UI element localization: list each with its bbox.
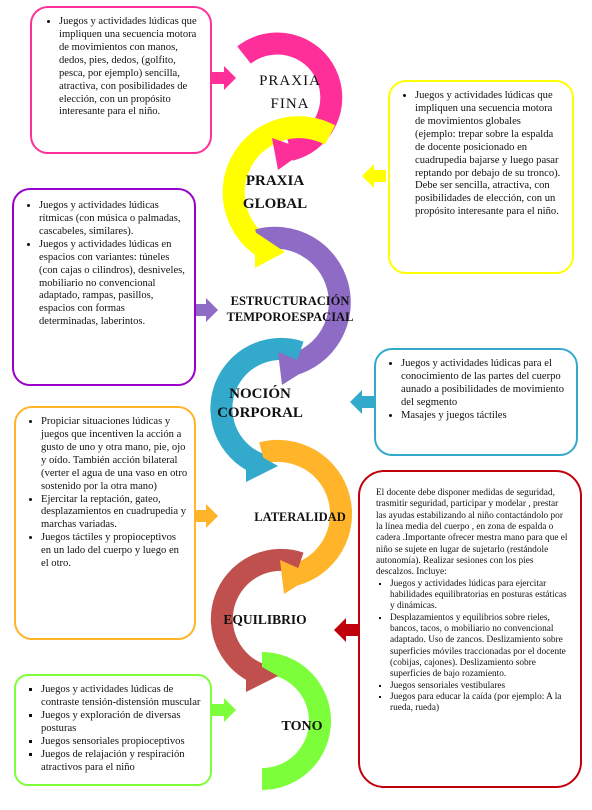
- stage-label-temporoespacial: ESTRUCTURACIÓN TEMPOROESPACIAL: [226, 294, 354, 324]
- tono-item: ▪ Juegos y exploración de diversas posturas: [41, 710, 202, 736]
- tono-item: ▪ Juegos sensoriales propioceptivos: [41, 736, 202, 749]
- tono-item: ▪ Juegos de relajación y respiración atractivos para el niño: [41, 749, 202, 775]
- equilibrio-intro: El docente debe disponer medidas de seguridad, trasmitir seguridad, participar y modelar , prestar las ayudas estabilizando al niño contactándolo por la línea media del cuerpo , en zona de espalda o cadera .Importante ofrecer mestra mano para que el niño se sujete en lugar de sujetarlo (restándole autonomía). Realizar sesiones con los pies descalzos. Incluye:: [376, 488, 568, 578]
- nocion-corporal-item: • Juegos y actividades lúdicas para el conocimiento de las partes del cuerpo aunado a posibilidades de movimiento del segmento: [401, 358, 568, 410]
- arrow-praxia-fina: [212, 66, 236, 90]
- praxia-fina-item: • Juegos y actividades lúdicas que impliquen una secuencia motora de movimientos con manos, dedos, pies, dedos, (golfito, pesca, por ejemplo) sencilla, atractiva, con posibilidades de elección, con un propósito interesante para el niño.: [59, 16, 200, 119]
- stage-label-lateralidad: LATERALIDAD: [254, 510, 346, 524]
- equilibrio-item: ▪ Juegos para educar la caída (por ejemplo: A la rueda, rueda): [390, 692, 570, 715]
- stage-label-praxia-fina: PRAXIA FINA: [259, 73, 321, 113]
- lateralidad-item: • Juegos táctiles y propioceptivos en un lado del cuerpo y luego en el otro.: [41, 532, 188, 571]
- arrow-nocion-corporal: [350, 390, 374, 414]
- stage-label-praxia-global: PRAXIA GLOBAL: [242, 173, 308, 213]
- box-temporoespacial: [12, 188, 196, 386]
- equilibrio-item: ▪ Juegos sensoriales vestibulares: [390, 681, 570, 692]
- box-lateralidad: [14, 406, 196, 640]
- lateralidad-item: • Propiciar situaciones lúdicas y juegos que incentiven la acción a gusto de uno y otra mano, pie, ojo y oído. También acción bilateral (verter el agua de una vaso en otro sostenido por la otra mano): [41, 416, 188, 494]
- equilibrio-item: ▪ Desplazamientos y equilibrios sobre rieles, bancos, tacos, o mobiliario no convencional adaptado. Uso de zancos. Deslizamiento sobre superficies móviles traccionadas por el docente (cobijas, cajones). Deslizamiento sobre superficies de bajo rozamiento.: [390, 613, 570, 681]
- equilibrio-item: ▪ Juegos y actividades lúdicas para ejercitar habilidades equilibratorias en posturas estáticas y dinámicas.: [390, 579, 570, 613]
- nocion-corporal-item: • Masajes y juegos táctiles: [401, 410, 568, 423]
- temporoespacial-item: • Juegos y actividades lúdicas en espacios con variantes: túneles (con cajas o cilindros), desniveles, mobiliario no convencional adaptado, rampas, pasillos, espacios con formas determinadas, laberintos.: [39, 239, 186, 329]
- lateralidad-item: • Ejercitar la reptación, gateo, desplazamientos en cuadrupedia y marchas variadas.: [41, 494, 188, 533]
- arrow-temporoespacial: [196, 298, 218, 322]
- arrow-tono: [212, 698, 236, 722]
- stage-label-equilibrio: EQUILIBRIO: [223, 612, 307, 627]
- box-nocion-corporal: [374, 348, 578, 456]
- stage-label-nocion-corporal: NOCIÓN CORPORAL: [217, 386, 303, 421]
- arrow-lateralidad: [196, 504, 218, 528]
- arrow-praxia-global: [362, 164, 386, 188]
- tono-item: ▪ Juegos y actividades lúdicas de contraste tensión-distensión muscular: [41, 684, 202, 710]
- arrow-equilibrio: [334, 618, 358, 642]
- box-praxia-fina: [30, 6, 212, 154]
- stage-label-tono: TONO: [281, 719, 323, 734]
- temporoespacial-item: • Juegos y actividades lúdicas rítmicas (con música o palmadas, cascabeles, similares).: [39, 200, 186, 239]
- praxia-global-item: • Juegos y actividades lúdicas que impliquen una secuencia motora de movimientos globales (ejemplo: trepar sobre la espalda de docente posicionado en cuadrupedia bajarse y luego pasar reptando por debajo de su tronco). Debe ser sencilla, atractiva, con posibilidades de elección, con un propósito interesante para el niño.: [415, 90, 564, 219]
- box-equilibrio: [358, 470, 582, 788]
- box-tono: [14, 674, 212, 786]
- box-praxia-global: [388, 80, 574, 274]
